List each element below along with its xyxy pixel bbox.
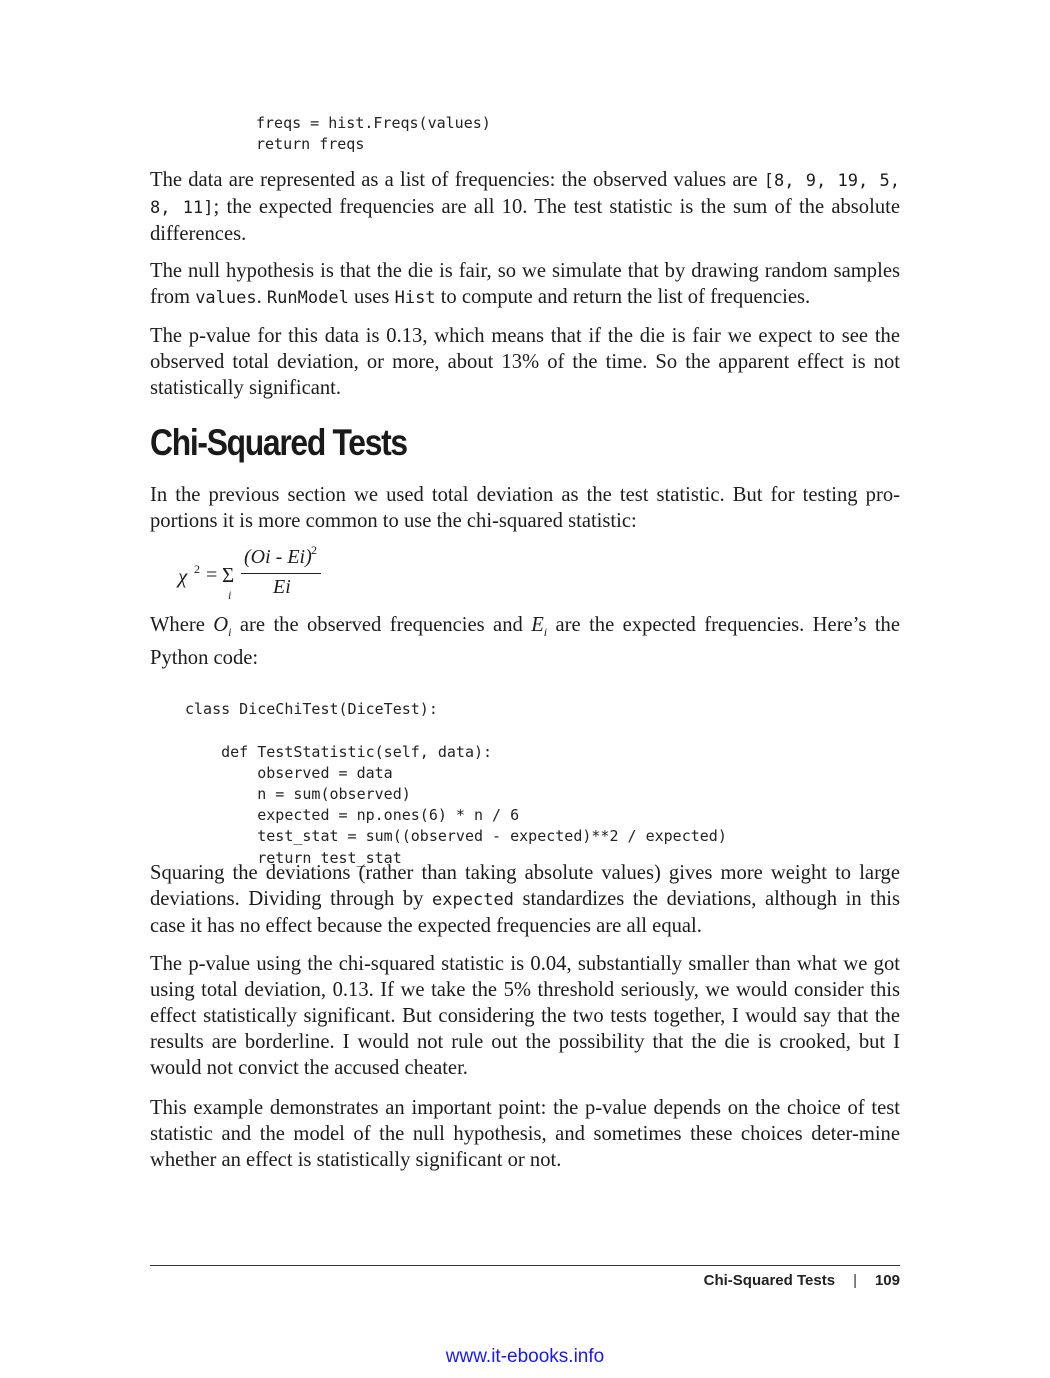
- code-line: n = sum(observed): [185, 785, 411, 803]
- code-block-dicechitest: [185, 678, 727, 869]
- inline-code: RunModel: [266, 288, 349, 308]
- formula-numerator: (Oi - Ei): [244, 546, 312, 568]
- footer-section-title: Chi-Squared Tests: [703, 1272, 836, 1289]
- footer-rule: [150, 1265, 900, 1266]
- paragraph-null-hypothesis: The null hypothesis is that the die is fair, so we simulate that by drawing random samples from values. RunModel uses Hist to compute and return the list of frequencies.: [150, 260, 900, 308]
- paragraph-data-representation: The data are represented as a list of frequencies: the observed values are [8, 9, 19, 5, 8, 11]; the expected frequencies are all 10. The test statistic is the sum of the absolute differences.: [150, 169, 900, 245]
- code-line: return test_stat: [185, 848, 402, 867]
- inline-code: expected: [432, 890, 514, 910]
- code-line: test_stat = sum((observed - expected)**2 / expected): [185, 827, 727, 846]
- code-line: return freqs: [256, 135, 365, 154]
- code-line: [185, 720, 727, 741]
- sigma-index: i: [228, 588, 232, 602]
- section-heading: Chi-Squared Tests: [150, 422, 407, 463]
- sigma-symbol: Σ: [222, 563, 235, 587]
- page-number: 109: [874, 1272, 900, 1289]
- paragraph-intro-chi: In the previous section we used total deviation as the test statistic. But for testing pro-portions it is more common to use the chi-squared statistic:: [150, 484, 900, 532]
- code-block-top: [256, 113, 491, 155]
- code-line: observed = data: [185, 763, 393, 782]
- fraction-bar: [241, 573, 321, 574]
- code-line: class DiceChiTest(DiceTest):: [185, 700, 438, 719]
- code-line: expected = np.ones(6) * n / 6: [185, 806, 520, 825]
- chi-symbol: χ: [178, 564, 188, 588]
- paragraph-conclusion: This example demonstrates an important point: the p-value depends on the choice of test statistic and the model of the null hypothesis, and sometimes these choices deter-mine whether an effect is statistically significant or not.: [150, 1097, 900, 1171]
- footer-separator: |: [853, 1272, 857, 1289]
- equals-sign: =: [206, 564, 218, 586]
- inline-code: values: [195, 288, 257, 308]
- inline-code: [8, 9, 19, 5, 8, 11]: [150, 171, 900, 218]
- chi-exponent: 2: [194, 562, 200, 576]
- code-line: def TestStatistic(self, data):: [185, 742, 493, 761]
- inline-code: Hist: [394, 288, 436, 308]
- paragraph-p-value: The p-value for this data is 0.13, which means that if the die is fair we expect to see the observed total deviation, or more, about 13% of the time. So the apparent effect is not statistically significant.: [150, 325, 900, 399]
- watermark-link[interactable]: www.it-ebooks.info: [445, 1346, 605, 1367]
- numerator-exponent: 2: [311, 543, 317, 557]
- code-line: freqs = hist.Freqs(values): [256, 114, 491, 132]
- paragraph-squaring: Squaring the deviations (rather than taking absolute values) gives more weight to large deviations. Dividing through by expected standardizes the deviations, although in this case it has no effect because the expected frequencies are all equal.: [150, 862, 901, 937]
- paragraph-chi-p-value: The p-value using the chi-squared statistic is 0.04, substantially smaller than what we got using total deviation, 0.13. If we take the 5% threshold seriously, we would consider this effect statistically significant. But considering the two tests together, I would say that the results are borderline. I would not rule out the possibility that the die is crooked, but I would not convict the accused cheater.: [150, 953, 900, 1079]
- paragraph-where: Where $O_i$ are the observed frequencies and $E_i$ are the expected frequencies. Here’s the Python code:: [150, 614, 900, 670]
- formula-denominator: Ei: [273, 576, 291, 598]
- page-footer: [704, 1272, 900, 1289]
